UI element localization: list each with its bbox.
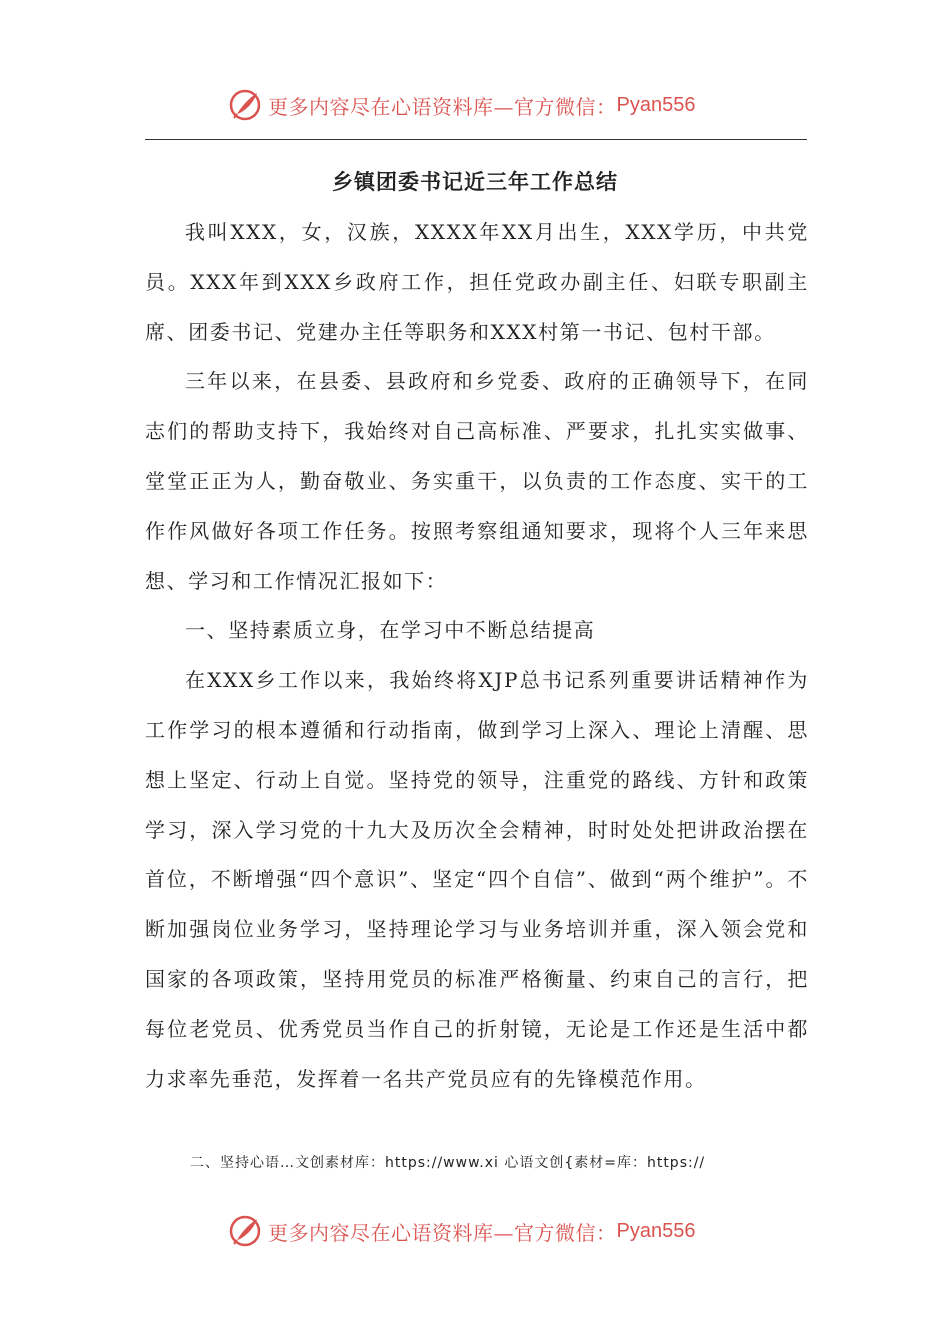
document-body <box>145 208 809 1104</box>
section-heading-1: 一、坚持素质立身，在学习中不断总结提高 <box>185 618 596 643</box>
banner-text: 更多内容尽在心语资料库—官方微信： <box>268 94 617 119</box>
footer-watermark-line: 二、坚持心语…文创素材库：https://www.xi 心语文创{素材=库：https:// <box>190 1155 706 1171</box>
feather-quill-icon <box>228 1214 262 1248</box>
banner-text: 更多内容尽在心语资料库—官方微信： <box>268 1220 617 1245</box>
document-title: 乡镇团委书记近三年工作总结 <box>332 170 618 194</box>
paragraph-overview: 三年以来，在县委、县政府和乡党委、政府的正确领导下，在同志们的帮助支持下，我始终对自己高标准、严要求，扎扎实实做事、堂堂正正为人，勤奋敬业、务实重干，以负责的工作态度、实干的工作作风做好各项工作任务。按照考察组通知要求，现将个人三年来思想、学习和工作情况汇报如下： <box>145 369 809 593</box>
feather-quill-icon <box>228 88 262 122</box>
header-banner <box>228 85 695 125</box>
header-divider <box>145 139 807 140</box>
banner-handle: Pyan556 <box>616 1219 696 1242</box>
footer-banner <box>228 1211 695 1251</box>
paragraph-intro: 我叫XXX，女，汉族，XXXX年XX月出生，XXX学历，中共党员。XXX年到XXX乡政府工作，担任党政办副主任、妇联专职副主席、团委书记、党建办主任等职务和XXX村第一书记、包村干部。 <box>145 220 809 344</box>
paragraph-section-1: 在XXX乡工作以来，我始终将XJP总书记系列重要讲话精神作为工作学习的根本遵循和行动指南，做到学习上深入、理论上清醒、思想上坚定、行动上自觉。坚持党的领导，注重党的路线、方针和政策学习，深入学习党的十九大及历次全会精神，时时处处把讲政治摆在首位，不断增强“四个意识”、坚定“四个自信”、做到“两个维护”。不断加强岗位业务学习，坚持理论学习与业务培训并重，深入领会党和国家的各项政策，坚持用党员的标准严格衡量、约束自己的言行，把每位老党员、优秀党员当作自己的折射镜，无论是工作还是生活中都力求率先垂范，发挥着一名共产党员应有的先锋模范作用。 <box>145 668 809 1091</box>
banner-handle: Pyan556 <box>616 93 696 116</box>
